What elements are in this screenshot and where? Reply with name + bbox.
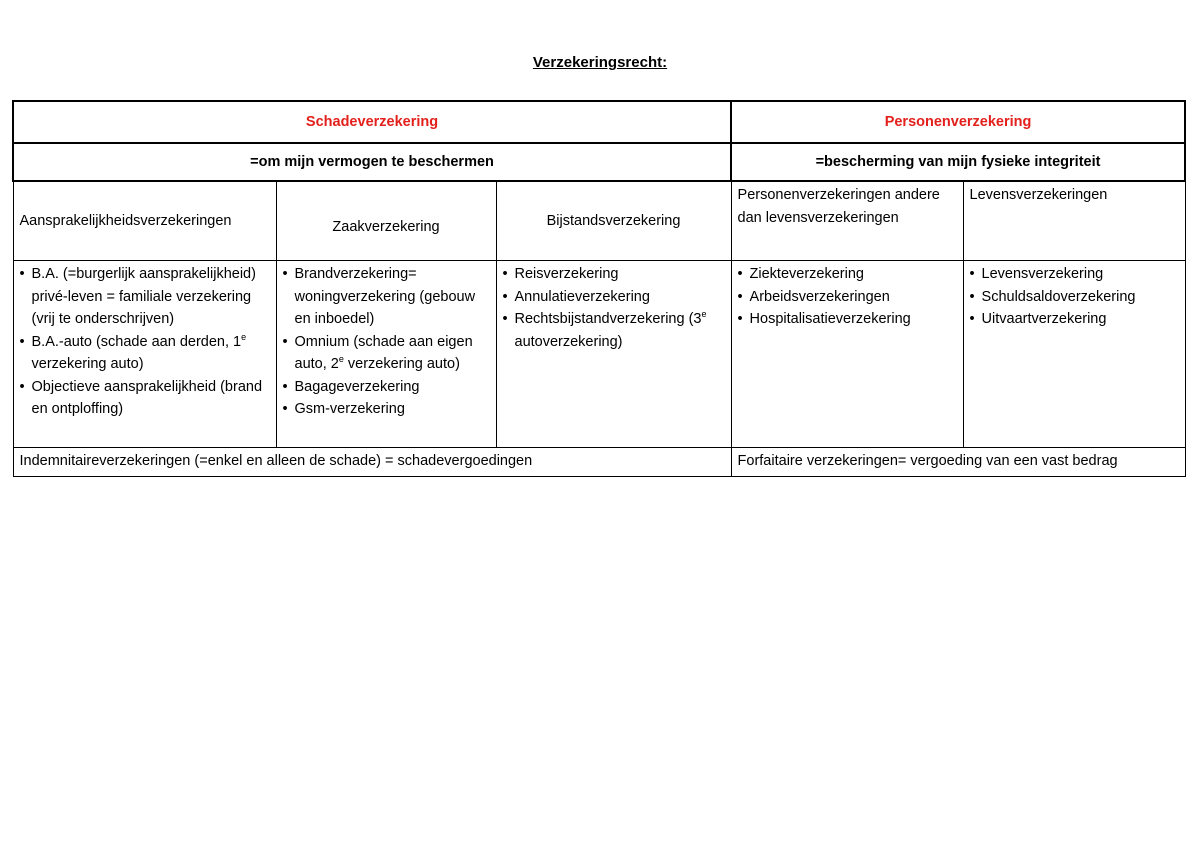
category-aansprakelijkheid: Aansprakelijkheidsverzekeringen	[13, 181, 276, 261]
category-leven: Levensverzekeringen	[963, 181, 1185, 261]
list-item: • B.A. (=burgerlijk aansprakelijkheid) privé-leven = familiale verzekering (vrij te onderschrijven)	[20, 263, 270, 331]
list-item: • Uitvaartverzekering	[970, 308, 1179, 331]
subtitle-row	[13, 143, 1185, 181]
personen-subtitle: =bescherming van mijn fysieke integriteit	[731, 143, 1185, 181]
list-item: • Reisverzekering	[503, 263, 725, 286]
page-title: Verzekeringsrecht:	[532, 54, 668, 71]
category-bijstand: Bijstandsverzekering	[496, 181, 731, 261]
list-item: • Rechtsbijstandverzekering (3e autoverzekering)	[503, 308, 725, 353]
personen-heading: Personenverzekering	[731, 101, 1185, 143]
list-item: • Hospitalisatieverzekering	[738, 308, 957, 331]
list-item: • Schuldsaldoverzekering	[970, 286, 1179, 309]
list-item: • Objectieve aansprakelijkheid (brand en ontploffing)	[20, 376, 270, 421]
list-item: • Levensverzekering	[970, 263, 1179, 286]
list-item: • Brandverzekering= woningverzekering (gebouw en inboedel)	[283, 263, 490, 331]
schade-heading: Schadeverzekering	[13, 101, 731, 143]
list-item: • Bagageverzekering	[283, 376, 490, 399]
heading-row	[13, 101, 1185, 143]
items-row	[13, 261, 1185, 448]
list-item: • Ziekteverzekering	[738, 263, 957, 286]
list-item: • B.A.-auto (schade aan derden, 1e verzekering auto)	[20, 331, 270, 376]
insurance-table	[12, 100, 1186, 477]
personen-andere-items	[731, 261, 963, 448]
schade-footer: Indemnitaireverzekeringen (=enkel en alleen de schade) = schadevergoedingen	[13, 448, 731, 477]
schade-subtitle: =om mijn vermogen te beschermen	[13, 143, 731, 181]
leven-items	[963, 261, 1185, 448]
aansprakelijkheid-items	[13, 261, 276, 448]
list-item: • Annulatieverzekering	[503, 286, 725, 309]
category-zaak: Zaakverzekering	[276, 181, 496, 261]
personen-footer: Forfaitaire verzekeringen= vergoeding van een vast bedrag	[731, 448, 1185, 477]
list-item: • Omnium (schade aan eigen auto, 2e verzekering auto)	[283, 331, 490, 376]
bijstand-items	[496, 261, 731, 448]
category-personen-andere: Personenverzekeringen andere dan levensverzekeringen	[731, 181, 963, 261]
category-row	[13, 181, 1185, 261]
footer-row	[13, 448, 1185, 477]
list-item: • Gsm-verzekering	[283, 398, 490, 421]
zaak-items	[276, 261, 496, 448]
list-item: • Arbeidsverzekeringen	[738, 286, 957, 309]
